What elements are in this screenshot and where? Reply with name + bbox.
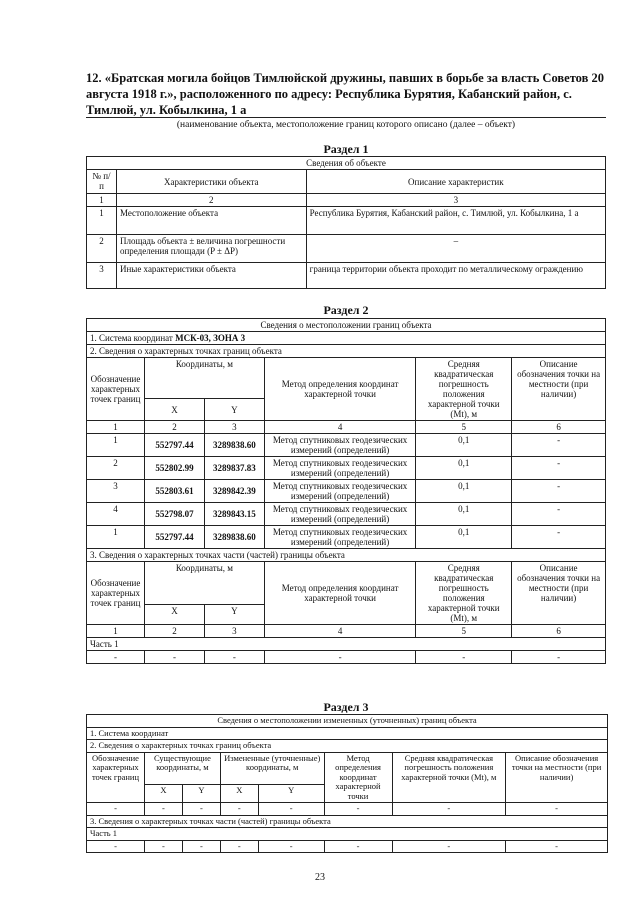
s3-part-cell: - [392, 840, 506, 853]
s2-parts-idx: 3 [204, 625, 264, 638]
s2-points-title: 2. Сведения о характерных точках границ объекта [87, 345, 606, 358]
s2-desc: - [512, 503, 606, 526]
s1-row-num: 3 [87, 263, 117, 289]
s3-col-y: Y [258, 784, 324, 802]
section3-header: Сведения о местоположении измененных (уточненных) границ объекта [87, 715, 608, 728]
s2-part-cell: - [416, 651, 512, 664]
s2-error: 0,1 [416, 480, 512, 503]
s2-parts-idx: 5 [416, 625, 512, 638]
s1-row-desc: – [306, 235, 605, 263]
s2-y: 3289842.39 [204, 480, 264, 503]
s3-col-descr: Описание обозначения точки на местности (при наличии) [506, 752, 608, 803]
s2-error: 0,1 [416, 526, 512, 549]
s2-part-cell: - [144, 651, 204, 664]
s2-system-value: МСК-03, ЗОНА 3 [175, 333, 246, 343]
s2-part-label: Часть 1 [87, 638, 606, 651]
s2-desc: - [512, 434, 606, 457]
s2-y: 3289838.60 [204, 526, 264, 549]
table-row [87, 651, 606, 664]
s2-parts-title: 3. Сведения о характерных точках части (частей) границы объекта [87, 549, 606, 562]
s2-part-cell: - [87, 651, 145, 664]
s2-parts-col-y: Y [204, 605, 264, 625]
s3-col-point: Обозначение характерных точек границ [87, 752, 145, 803]
s3-cell: - [506, 803, 608, 816]
s1-row-num: 1 [87, 207, 117, 235]
s3-cell: - [220, 803, 258, 816]
s2-idx: 5 [416, 421, 512, 434]
s2-idx: 1 [87, 421, 145, 434]
table-row [87, 503, 606, 526]
s2-y: 3289843.15 [204, 503, 264, 526]
s3-cell: - [182, 803, 220, 816]
s2-method: Метод спутниковых геодезических измерений (определений) [264, 503, 416, 526]
s3-part-cell: - [506, 840, 608, 853]
s2-parts-idx: 4 [264, 625, 416, 638]
s2-y: 3289838.60 [204, 434, 264, 457]
s3-part-cell: - [87, 840, 145, 853]
s3-part-cell: - [182, 840, 220, 853]
s2-system [87, 332, 606, 345]
s2-method: Метод спутниковых геодезических измерений (определений) [264, 480, 416, 503]
s3-part-cell: - [144, 840, 182, 853]
s3-points-title: 2. Сведения о характерных точках границ объекта [87, 740, 608, 753]
table-row [87, 526, 606, 549]
s3-cell: - [392, 803, 506, 816]
s1-row-num: 2 [87, 235, 117, 263]
s1-col-char: Характеристики объекта [116, 170, 306, 194]
s2-point: 3 [87, 480, 145, 503]
s1-row-desc: граница территории объекта проходит по металлическому ограждению [306, 263, 605, 289]
section1-table [86, 156, 606, 289]
s1-row-char: Местоположение объекта [116, 207, 306, 235]
s2-error: 0,1 [416, 457, 512, 480]
s2-method: Метод спутниковых геодезических измерений (определений) [264, 457, 416, 480]
s2-desc: - [512, 457, 606, 480]
s2-parts-col-error: Средняя квадратическая погрешность положения характерной точки (Mt), м [416, 562, 512, 625]
s2-col-point: Обозначение характерных точек границ [87, 358, 145, 421]
s3-cell: - [324, 803, 392, 816]
s2-x: 552797.44 [144, 434, 204, 457]
s2-col-error: Средняя квадратическая погрешность положения характерной точки (Mt), м [416, 358, 512, 421]
section1-title: Раздел 1 [323, 142, 369, 156]
table-row [87, 457, 606, 480]
s3-col-existing: Существующие координаты, м [144, 752, 220, 784]
table-row [87, 480, 606, 503]
s2-col-coords: Координаты, м [144, 358, 264, 399]
section3-table [86, 714, 608, 853]
page-number: 23 [315, 872, 325, 883]
s2-point: 2 [87, 457, 145, 480]
s2-error: 0,1 [416, 434, 512, 457]
s2-parts-idx: 1 [87, 625, 145, 638]
s1-row-desc: Республика Бурятия, Кабанский район, с. Тимлюй, ул. Кобылкина, 1 а [306, 207, 605, 235]
s2-x: 552803.61 [144, 480, 204, 503]
s1-col-desc: Описание характеристик [306, 170, 605, 194]
s2-method: Метод спутниковых геодезических измерений (определений) [264, 434, 416, 457]
s2-parts-col-x: X [144, 605, 204, 625]
s2-parts-col-coords: Координаты, м [144, 562, 264, 605]
s2-parts-col-point: Обозначение характерных точек границ [87, 562, 145, 625]
s2-y: 3289837.83 [204, 457, 264, 480]
s2-point: 4 [87, 503, 145, 526]
s3-parts-title: 3. Сведения о характерных точках части (частей) границы объекта [87, 815, 608, 828]
s3-col-method: Метод определения координат характерной точки [324, 752, 392, 803]
s2-idx: 6 [512, 421, 606, 434]
s2-idx: 4 [264, 421, 416, 434]
s2-desc: - [512, 480, 606, 503]
s3-part-cell: - [220, 840, 258, 853]
table-row [87, 207, 606, 235]
section2-title: Раздел 2 [323, 303, 369, 317]
s2-point: 1 [87, 434, 145, 457]
s2-col-method: Метод определения координат характерной точки [264, 358, 416, 421]
s1-row-char: Площадь объекта ± величина погрешности определения площади (P ± ΔP) [116, 235, 306, 263]
table-row [87, 434, 606, 457]
s3-part-cell: - [258, 840, 324, 853]
s2-x: 552798.07 [144, 503, 204, 526]
s1-idx: 3 [306, 194, 605, 207]
s3-part-cell: - [324, 840, 392, 853]
s2-parts-idx: 2 [144, 625, 204, 638]
s2-parts-col-descr: Описание обозначения точки на местности (при наличии) [512, 562, 606, 625]
s2-point: 1 [87, 526, 145, 549]
s3-col-y: Y [182, 784, 220, 802]
s1-col-num: № п/п [87, 170, 117, 194]
s2-parts-idx: 6 [512, 625, 606, 638]
s2-idx: 3 [204, 421, 264, 434]
s3-cell: - [144, 803, 182, 816]
section2-table [86, 318, 606, 664]
s3-col-changed: Измененные (уточненные) координаты, м [220, 752, 324, 784]
table-row [87, 263, 606, 289]
s2-error: 0,1 [416, 503, 512, 526]
s3-cell: - [258, 803, 324, 816]
s2-part-cell: - [264, 651, 416, 664]
s1-row-char: Иные характеристики объекта [116, 263, 306, 289]
s2-col-descr: Описание обозначения точки на местности (при наличии) [512, 358, 606, 421]
table-row [87, 803, 608, 816]
s2-desc: - [512, 526, 606, 549]
s2-part-cell: - [512, 651, 606, 664]
s2-x: 552797.44 [144, 526, 204, 549]
table-row [87, 235, 606, 263]
s2-x: 552802.99 [144, 457, 204, 480]
s2-method: Метод спутниковых геодезических измерений (определений) [264, 526, 416, 549]
s2-idx: 2 [144, 421, 204, 434]
s2-part-cell: - [204, 651, 264, 664]
s2-col-y: Y [204, 399, 264, 421]
s3-part-label: Часть 1 [87, 828, 608, 841]
section3-title: Раздел 3 [323, 700, 369, 714]
table-row [87, 840, 608, 853]
heading-subcaption: (наименование объекта, местоположение границ которого описано (далее – объект) [176, 120, 516, 130]
s1-idx: 1 [87, 194, 117, 207]
s3-system: 1. Система координат [87, 727, 608, 740]
s3-col-x: X [220, 784, 258, 802]
s1-idx: 2 [116, 194, 306, 207]
s2-system-label: 1. Система координат [90, 333, 176, 343]
s3-cell: - [87, 803, 145, 816]
heading-underline [86, 117, 606, 118]
object-heading: 12. «Братская могила бойцов Тимлюйской дружины, павших в борьбе за власть Советов 20 августа 1918 г.», расположенного по адресу: Республика Бурятия, Кабанский район, с. Тимлюй, ул. Кобылкина, 1 а [86, 71, 604, 117]
section1-header: Сведения об объекте [87, 157, 606, 170]
section2-header: Сведения о местоположении границ объекта [87, 319, 606, 332]
s3-col-x: X [144, 784, 182, 802]
s2-col-x: X [144, 399, 204, 421]
s3-col-error: Средняя квадратическая погрешность положения характерной точки (Mt), м [392, 752, 506, 803]
s2-parts-col-method: Метод определения координат характерной точки [264, 562, 416, 625]
